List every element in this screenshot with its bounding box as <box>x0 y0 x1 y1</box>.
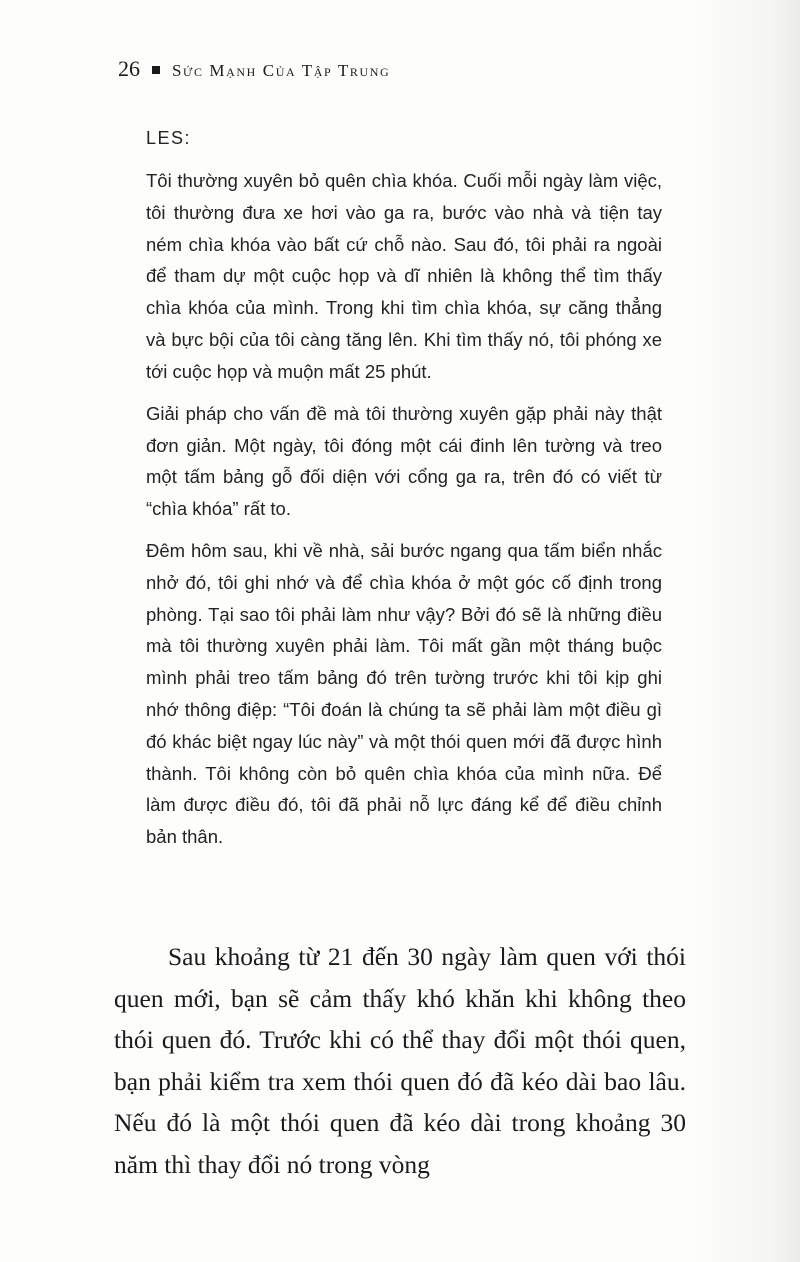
book-title: Sức Mạnh Của Tập Trung <box>172 60 391 80</box>
page-number: 26 <box>118 56 140 81</box>
quote-paragraph: Tôi thường xuyên bỏ quên chìa khóa. Cuối mỗi ngày làm việc, tôi thường đưa xe hơi vào ga ra, bước vào nhà và tiện tay ném chìa khóa vào bất cứ chỗ nào. Sau đó, tôi phải ra ngoài để tham dự một cuộc họp và dĩ nhiên là không thể tìm thấy chìa khóa của mình. Trong khi tìm chìa khóa, sự căng thẳng và bực bội của tôi càng tăng lên. Khi tìm thấy nó, tôi phóng xe tới cuộc họp và muộn mất 25 phút. <box>146 170 662 382</box>
running-header <box>118 58 390 80</box>
quote-paragraph: Đêm hôm sau, khi về nhà, sải bước ngang qua tấm biển nhắc nhở đó, tôi ghi nhớ và để chìa khóa ở một góc cố định trong phòng. Tại sao tôi phải làm như vậy? Bởi đó sẽ là những điều mà tôi thường xuyên phải làm. Tôi mất gần một tháng buộc mình phải treo tấm bảng đó trên tường trước khi tôi kịp ghi nhớ thông điệp: “Tôi đoán là chúng ta sẽ phải làm một điều gì đó khác biệt ngay lúc này” và một thói quen mới đã được hình thành. Tôi không còn bỏ quên chìa khóa của mình nữa. Để làm được điều đó, tôi đã phải nỗ lực đáng kể để điều chỉnh bản thân. <box>146 539 662 848</box>
quote-speaker: LES: <box>146 128 192 148</box>
body-text <box>114 936 686 1185</box>
square-bullet-icon <box>152 66 160 74</box>
body-paragraph: Sau khoảng từ 21 đến 30 ngày làm quen với thói quen mới, bạn sẽ cảm thấy khó khăn khi không theo thói quen đó. Trước khi có thể thay đổi một thói quen, bạn phải kiểm tra xem thói quen đó đã kéo dài bao lâu. Nếu đó là một thói quen đã kéo dài trong khoảng 30 năm thì thay đổi nó trong vòng <box>114 942 686 1179</box>
quote-block <box>146 128 662 863</box>
quote-paragraph: Giải pháp cho vấn đề mà tôi thường xuyên gặp phải này thật đơn giản. Một ngày, tôi đóng một cái đinh lên tường và treo một tấm bảng gỗ đối diện với cổng ga ra, trên đó có viết từ “chìa khóa” rất to. <box>146 402 662 520</box>
